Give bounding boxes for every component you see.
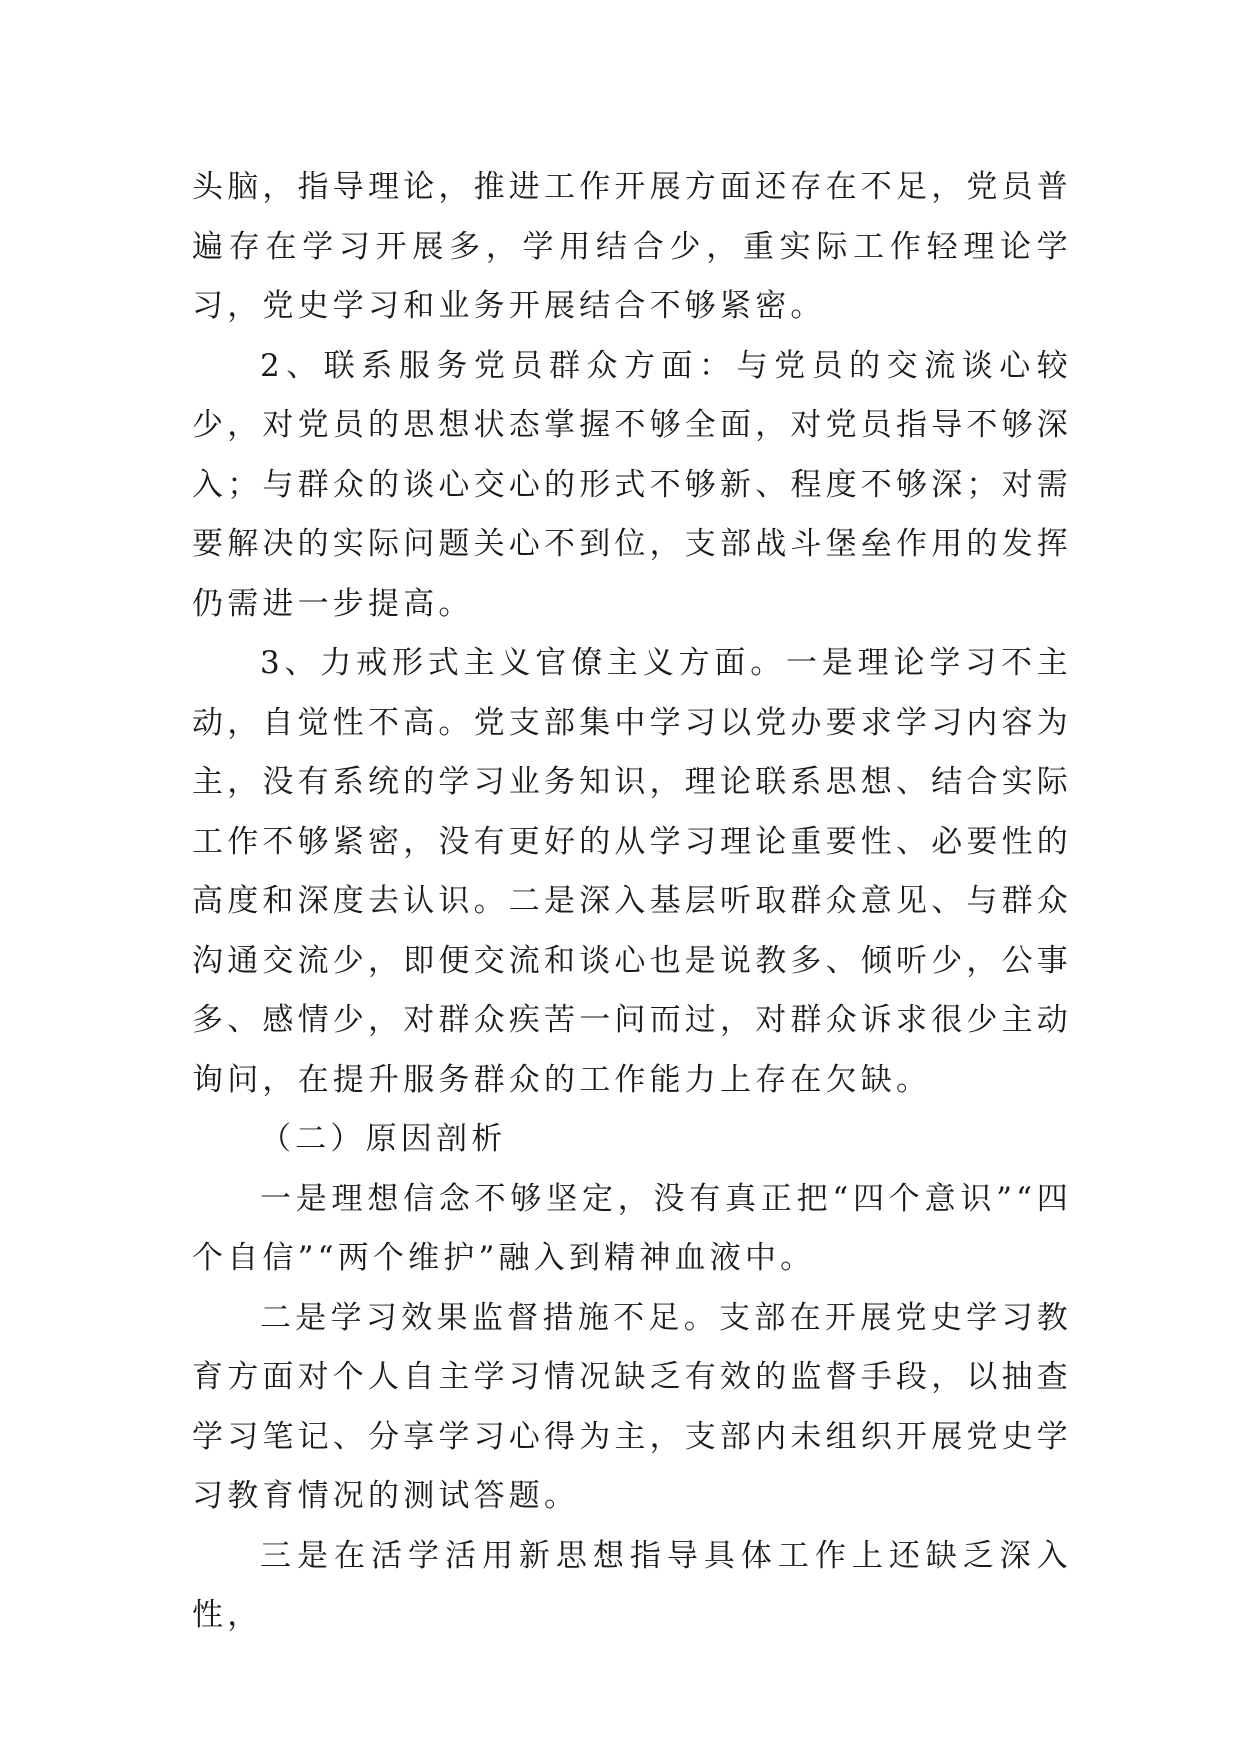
paragraph-2: 2、联系服务党员群众方面：与党员的交流谈心较少，对党员的思想状态掌握不够全面，对党员指导不够深入；与群众的谈心交心的形式不够新、程度不够深；对需要解决的实际问题关心不到位，支部战斗堡垒作用的发挥仍需进一步提高。	[192, 347, 1072, 622]
document-body	[192, 158, 1072, 1646]
paragraph-1: 头脑，指导理论，推进工作开展方面还存在不足，党员普遍存在学习开展多，学用结合少，重实际工作轻理论学习，党史学习和业务开展结合不够紧密。	[192, 169, 1072, 324]
paragraph-6: 二是学习效果监督措施不足。支部在开展党史学习教育方面对个人自主学习情况缺乏有效的监督手段，以抽查学习笔记、分享学习心得为主，支部内未组织开展党史学习教育情况的测试答题。	[192, 1299, 1072, 1514]
section-heading: （二）原因剖析	[260, 1121, 507, 1157]
paragraph-7: 三是在活学活用新思想指导具体工作上还缺乏深入性，	[192, 1537, 1072, 1633]
paragraph-3: 3、力戒形式主义官僚主义方面。一是理论学习不主动，自觉性不高。党支部集中学习以党办要求学习内容为主，没有系统的学习业务知识，理论联系思想、结合实际工作不够紧密，没有更好的从学习理论重要性、必要性的高度和深度去认识。二是深入基层听取群众意见、与群众沟通交流少，即便交流和谈心也是说教多、倾听少，公事多、感情少，对群众疾苦一问而过，对群众诉求很少主动询问，在提升服务群众的工作能力上存在欠缺。	[192, 645, 1072, 1098]
paragraph-5: 一是理想信念不够坚定，没有真正把“四个意识”“四个自信”“两个维护”融入到精神血液中。	[192, 1180, 1072, 1276]
